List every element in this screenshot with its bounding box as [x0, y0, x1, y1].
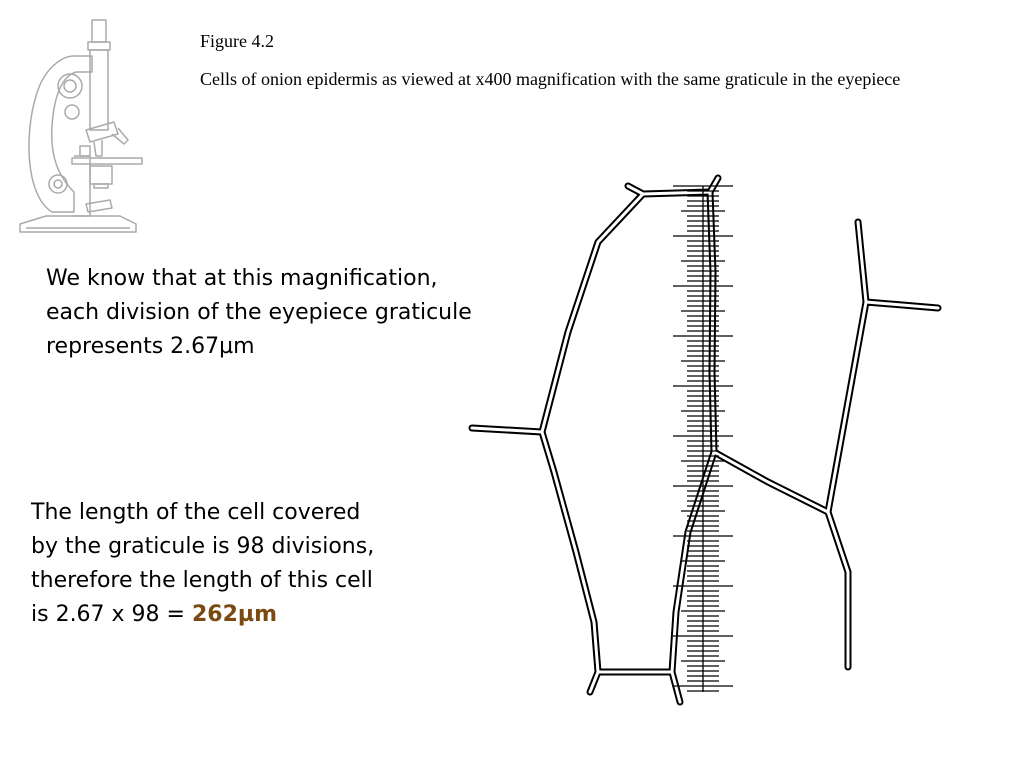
cell-length-calculation: [31, 496, 461, 632]
calculation-result: 262µm: [191, 602, 278, 627]
onion-cells-diagram: [468, 172, 948, 717]
figure-title: Figure 4.2: [200, 31, 274, 51]
graticule-calibration-text: We know that at this magnification, each division of the eyepiece graticule represents 2.67µm: [46, 266, 472, 359]
eyepiece-graticule: [673, 186, 733, 692]
microscope-icon: [16, 16, 146, 240]
calculation-text: The length of the cell covered by the graticule is 98 divisions, therefore the length of this cell is 2.67 x 98 =: [31, 500, 375, 627]
figure-caption: Cells of onion epidermis as viewed at x400 magnification with the same graticule in the eyepiece: [200, 69, 901, 89]
